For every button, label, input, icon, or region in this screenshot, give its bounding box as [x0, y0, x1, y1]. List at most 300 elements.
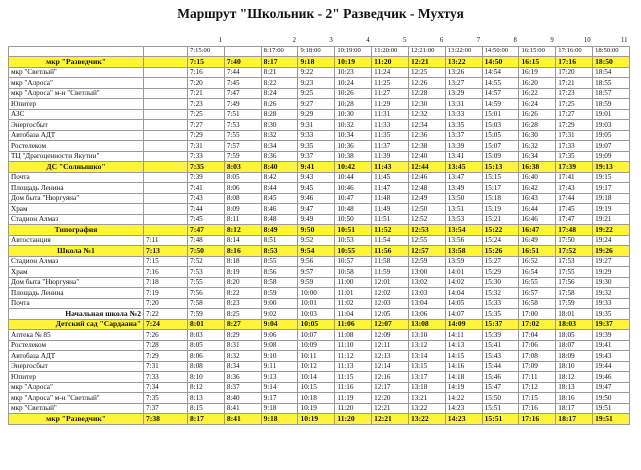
stop-time: 18:05: [556, 330, 593, 341]
stop-time: 10:55: [335, 246, 372, 257]
stop-time-empty: [144, 172, 188, 183]
stop-row: [9, 256, 630, 267]
stop-time: 11:27: [372, 88, 409, 99]
stop-row: [9, 120, 630, 131]
stop-time: 7:15: [144, 256, 188, 267]
column-number: 11: [593, 36, 630, 46]
stop-time: 11:58: [372, 256, 409, 267]
departure-time: 16:15:00: [519, 46, 556, 57]
stop-time: 14:01: [445, 267, 482, 278]
stop-time: 8:06: [224, 183, 261, 194]
stop-time: 10:46: [335, 183, 372, 194]
stop-time: 18:57: [593, 88, 630, 99]
stop-time: 19:24: [593, 235, 630, 246]
header-label-cell: [9, 46, 144, 57]
stop-time: 15:22: [482, 225, 519, 236]
stop-time: 13:45: [445, 162, 482, 173]
stop-time: 16:58: [519, 298, 556, 309]
stop-time: 10:36: [335, 141, 372, 152]
stop-time: 12:01: [372, 277, 409, 288]
stop-time-empty: [144, 193, 188, 204]
stop-time: 11:39: [372, 151, 409, 162]
stop-time: 12:34: [408, 120, 445, 131]
stop-time: 7:16: [188, 67, 225, 78]
stop-time: 7:23: [188, 99, 225, 110]
stop-time: 18:16: [556, 393, 593, 404]
stop-time: 7:28: [144, 340, 188, 351]
stop-time: 13:54: [445, 225, 482, 236]
stop-time: 16:34: [519, 151, 556, 162]
stop-time: 10:32: [335, 120, 372, 131]
stop-time: 12:07: [372, 319, 409, 330]
stop-time: 8:59: [261, 288, 298, 299]
stop-time: 10:19: [298, 414, 335, 425]
stop-time: 8:30: [261, 120, 298, 131]
stop-time: 15:29: [482, 267, 519, 278]
stop-time: 13:22: [408, 414, 445, 425]
stop-time: 7:15: [188, 57, 225, 68]
stop-time: 7:57: [224, 141, 261, 152]
stop-time: 7:55: [224, 130, 261, 141]
stop-time: 8:17: [188, 414, 225, 425]
stop-time: 11:43: [372, 162, 409, 173]
stop-time: 12:25: [408, 67, 445, 78]
stop-time: 18:01: [556, 309, 593, 320]
stop-time: 7:20: [144, 298, 188, 309]
stop-time: 15:43: [482, 351, 519, 362]
column-number: 8: [482, 36, 519, 46]
stop-time: 13:41: [445, 151, 482, 162]
stop-time: 17:41: [556, 172, 593, 183]
stop-time: 8:17: [261, 57, 298, 68]
stop-time: 17:55: [556, 267, 593, 278]
stop-time: 15:41: [482, 340, 519, 351]
stop-time: 9:59: [298, 277, 335, 288]
stop-time: 18:17: [556, 414, 593, 425]
stop-time: 8:31: [224, 340, 261, 351]
stop-time: 7:11: [144, 235, 188, 246]
stop-row: [9, 277, 630, 288]
stop-time: 9:46: [298, 193, 335, 204]
stop-time-empty: [144, 67, 188, 78]
stop-time: 14:23: [445, 403, 482, 414]
stop-time: 16:30: [519, 130, 556, 141]
stop-time: 12:17: [372, 382, 409, 393]
stop-time: 18:09: [556, 351, 593, 362]
stop-time: 19:41: [593, 340, 630, 351]
stop-time: 8:11: [224, 214, 261, 225]
stop-time: 11:02: [335, 298, 372, 309]
stop-time: 10:48: [335, 204, 372, 215]
stop-time: 8:46: [261, 204, 298, 215]
stop-time: 15:19: [482, 204, 519, 215]
stop-time: 9:27: [298, 99, 335, 110]
stop-time: 15:51: [482, 414, 519, 425]
stop-time: 17:11: [519, 372, 556, 383]
stop-time: 18:13: [556, 382, 593, 393]
stop-time: 7:19: [144, 288, 188, 299]
highlighted-stop-row: [9, 414, 630, 425]
stop-time: 17:21: [556, 78, 593, 89]
stop-time: 17:16: [519, 414, 556, 425]
stop-time: 9:04: [261, 319, 298, 330]
column-number-row: [9, 36, 630, 46]
stop-time: 7:58: [188, 298, 225, 309]
stop-time: 17:31: [556, 130, 593, 141]
stop-time: 16:55: [519, 277, 556, 288]
stop-time: 11:01: [335, 288, 372, 299]
stop-time: 17:58: [556, 288, 593, 299]
column-number: 7: [445, 36, 482, 46]
stop-time: 7:59: [188, 309, 225, 320]
stop-time: 17:44: [556, 193, 593, 204]
stop-time: 17:50: [556, 235, 593, 246]
stop-name: мкр "Алроса": [9, 382, 144, 393]
stop-time: 9:47: [298, 204, 335, 215]
stop-time: 18:17: [556, 403, 593, 414]
stop-time: 9:06: [261, 330, 298, 341]
stop-time: 14:22: [445, 393, 482, 404]
stop-time: 9:57: [298, 267, 335, 278]
stop-time: 7:50: [188, 246, 225, 257]
schedule-title: Маршрут "Школьник - 2" Разведчик - Мухтуя: [177, 6, 464, 21]
stop-time: 8:19: [224, 267, 261, 278]
departure-header-row: [9, 46, 630, 57]
stop-time: 15:44: [482, 361, 519, 372]
stop-time: 12:32: [408, 109, 445, 120]
stop-time: 7:44: [224, 67, 261, 78]
stop-time: 7:21: [188, 88, 225, 99]
column-number: 10: [556, 36, 593, 46]
stop-time: 17:29: [556, 120, 593, 131]
stop-time: 17:56: [556, 277, 593, 288]
column-number: [224, 36, 261, 46]
stop-time: 19:18: [593, 193, 630, 204]
stop-time: 7:56: [188, 288, 225, 299]
stop-time: 9:10: [261, 351, 298, 362]
stop-time: 14:09: [445, 319, 482, 330]
stop-time: 14:13: [445, 340, 482, 351]
stop-time: 10:58: [335, 267, 372, 278]
stop-time: 12:30: [408, 99, 445, 110]
stop-time: 17:16: [519, 403, 556, 414]
stop-time: 12:21: [372, 403, 409, 414]
stop-name: мкр "Светлый": [9, 403, 144, 414]
stop-row: [9, 403, 630, 414]
stop-time: 7:40: [224, 57, 261, 68]
stop-time: 11:12: [335, 351, 372, 362]
stop-row: [9, 309, 630, 320]
stop-time: 14:23: [445, 414, 482, 425]
stop-time: 15:46: [482, 372, 519, 383]
stop-time: 19:37: [593, 319, 630, 330]
column-number: 9: [519, 36, 556, 46]
stop-time: 8:44: [261, 183, 298, 194]
stop-time: 13:53: [445, 214, 482, 225]
stop-time: 17:15: [519, 393, 556, 404]
stop-row: [9, 340, 630, 351]
stop-time: 7:33: [144, 372, 188, 383]
stop-time: 7:53: [188, 267, 225, 278]
stop-time: 12:13: [372, 351, 409, 362]
stop-time: 18:55: [593, 78, 630, 89]
stop-row: [9, 351, 630, 362]
stop-name: мкр "Алроса": [9, 78, 144, 89]
stop-time: 8:48: [261, 214, 298, 225]
stop-time: 10:57: [335, 256, 372, 267]
departure-time: 12:21:00: [408, 46, 445, 57]
stop-time: 7:26: [144, 330, 188, 341]
stop-time: 16:44: [519, 204, 556, 215]
stop-time-empty: [144, 225, 188, 236]
stop-time: 7:34: [144, 382, 188, 393]
stop-time: 11:19: [335, 393, 372, 404]
stop-time: 15:37: [482, 319, 519, 330]
stop-time: 9:29: [298, 109, 335, 120]
stop-time: 8:22: [261, 78, 298, 89]
stop-time: 11:35: [372, 130, 409, 141]
stop-time: 14:16: [445, 361, 482, 372]
stop-time: 13:35: [445, 120, 482, 131]
highlighted-stop-row: [9, 319, 630, 330]
stop-time: 16:51: [519, 246, 556, 257]
stop-name: Храм: [9, 267, 144, 278]
stop-name: мкр "Алроса" м-н "Светлый": [9, 393, 144, 404]
stop-time: 13:17: [408, 372, 445, 383]
stop-time: 17:43: [556, 183, 593, 194]
stop-row: [9, 109, 630, 120]
stop-time: 10:51: [335, 225, 372, 236]
stop-time: 15:39: [482, 330, 519, 341]
stop-name: Почта: [9, 172, 144, 183]
stop-time: 10:44: [335, 172, 372, 183]
stop-name: Детский сад "Сардаана": [9, 319, 144, 330]
stop-time: 7:35: [188, 162, 225, 173]
stop-time: 8:26: [261, 99, 298, 110]
stop-time: 13:51: [445, 204, 482, 215]
stop-time: 19:22: [593, 225, 630, 236]
stop-row: [9, 330, 630, 341]
stop-time-empty: [144, 88, 188, 99]
stop-name: мкр "Светлый": [9, 67, 144, 78]
column-number: 1: [188, 36, 225, 46]
stop-time: 11:59: [372, 267, 409, 278]
stop-time: 7:39: [188, 172, 225, 183]
stop-time: 19:44: [593, 361, 630, 372]
stop-time: 16:43: [519, 193, 556, 204]
stop-time: 9:17: [261, 393, 298, 404]
stop-time: 9:18: [261, 403, 298, 414]
stop-time: 7:37: [144, 403, 188, 414]
stop-time: 17:59: [556, 298, 593, 309]
stop-time: 7:13: [144, 246, 188, 257]
stop-time: 11:52: [372, 225, 409, 236]
stop-row: [9, 267, 630, 278]
stop-time: 11:49: [372, 204, 409, 215]
departure-time: 11:20:00: [372, 46, 409, 57]
stop-time: 14:59: [482, 99, 519, 110]
stop-time: 7:53: [224, 120, 261, 131]
departure-time: 8:17:00: [261, 46, 298, 57]
stop-time: 16:22: [519, 88, 556, 99]
stop-time: 15:26: [482, 246, 519, 257]
stop-time: 11:10: [335, 340, 372, 351]
stop-time: 9:49: [298, 214, 335, 225]
stop-time: 10:12: [298, 361, 335, 372]
stop-time: 9:31: [298, 120, 335, 131]
stop-time: 17:04: [519, 330, 556, 341]
stop-time: 14:57: [482, 88, 519, 99]
stop-time: 13:04: [408, 298, 445, 309]
stop-time: 10:15: [298, 382, 335, 393]
stop-row: [9, 214, 630, 225]
stop-time: 19:26: [593, 246, 630, 257]
stop-row: [9, 393, 630, 404]
stop-time: 12:50: [408, 204, 445, 215]
stop-time: 11:20: [335, 403, 372, 414]
stop-name: Дом быта "Нюргуяна": [9, 277, 144, 288]
stop-time: 8:01: [188, 319, 225, 330]
stop-time: 12:26: [408, 78, 445, 89]
stop-time: 11:51: [372, 214, 409, 225]
stop-time: 13:33: [445, 109, 482, 120]
stop-time: 8:32: [224, 351, 261, 362]
stop-time: 16:19: [519, 67, 556, 78]
stop-time: 16:40: [519, 172, 556, 183]
stop-time: 11:06: [335, 319, 372, 330]
stop-time: 19:03: [593, 120, 630, 131]
stop-time: 7:20: [188, 78, 225, 89]
stop-time: 12:46: [408, 172, 445, 183]
stop-time: 7:16: [144, 267, 188, 278]
stop-row: [9, 235, 630, 246]
stop-time: 8:14: [224, 235, 261, 246]
stop-time: 7:47: [224, 88, 261, 99]
stop-time: 8:49: [261, 225, 298, 236]
timetable: [8, 36, 630, 425]
stop-time: 8:05: [224, 172, 261, 183]
stop-time: 8:45: [261, 193, 298, 204]
stop-time: 12:59: [408, 256, 445, 267]
stop-time: 13:39: [445, 141, 482, 152]
stop-time: 11:13: [335, 361, 372, 372]
stop-time: 14:07: [445, 309, 482, 320]
stop-time: 8:10: [188, 372, 225, 383]
stop-time: 17:39: [556, 162, 593, 173]
stop-name: Автостанция: [9, 235, 144, 246]
stop-time: 10:19: [335, 57, 372, 68]
stop-time: 10:18: [298, 393, 335, 404]
stop-time: 12:14: [372, 361, 409, 372]
stop-time: 13:02: [408, 277, 445, 288]
stop-time: 13:26: [445, 67, 482, 78]
stop-time: 17:33: [556, 141, 593, 152]
stop-time: 9:11: [261, 361, 298, 372]
stop-time: 19:13: [593, 162, 630, 173]
stop-time: 8:42: [261, 172, 298, 183]
departure-time: 14:50:00: [482, 46, 519, 57]
stop-time: 13:21: [408, 393, 445, 404]
stop-time: 19:50: [593, 393, 630, 404]
stop-time: 16:47: [519, 225, 556, 236]
stop-time: 11:16: [335, 382, 372, 393]
stop-time-empty: [144, 162, 188, 173]
stop-time: 12:53: [408, 225, 445, 236]
departure-time: 13:22:00: [445, 46, 482, 57]
stop-time: 15:32: [482, 288, 519, 299]
stop-time: 16:15: [519, 57, 556, 68]
stop-time: 7:47: [188, 225, 225, 236]
stop-time: 19:29: [593, 267, 630, 278]
stop-time: 13:37: [445, 130, 482, 141]
stop-time: 8:36: [224, 372, 261, 383]
stop-time: 15:50: [482, 393, 519, 404]
stop-time: 10:50: [335, 214, 372, 225]
stop-time: 14:19: [445, 382, 482, 393]
stop-time: 17:16: [556, 57, 593, 68]
stop-time: 8:23: [224, 298, 261, 309]
stop-time: 12:57: [408, 246, 445, 257]
stop-time: 18:54: [593, 67, 630, 78]
stop-time: 11:00: [335, 277, 372, 288]
stop-time: 14:02: [445, 277, 482, 288]
stop-time: 16:32: [519, 141, 556, 152]
stop-time: 8:22: [224, 288, 261, 299]
stop-time: 8:29: [224, 330, 261, 341]
stop-time-empty: [144, 141, 188, 152]
stop-time: 19:07: [593, 141, 630, 152]
stop-time: 7:35: [144, 393, 188, 404]
stop-name: Энергосбыт: [9, 361, 144, 372]
column-number-spacer: [144, 36, 188, 46]
stop-time: 12:38: [408, 141, 445, 152]
stop-time: 8:12: [188, 382, 225, 393]
stop-time: 12:21: [408, 57, 445, 68]
stop-time: 19:33: [593, 298, 630, 309]
stop-time: 8:24: [261, 88, 298, 99]
stop-time: 15:15: [482, 172, 519, 183]
stop-time: 13:10: [408, 330, 445, 341]
stop-time: 14:55: [482, 78, 519, 89]
stop-time: 19:51: [593, 414, 630, 425]
stop-time: 12:36: [408, 130, 445, 141]
stop-time: 18:59: [593, 99, 630, 110]
stop-time: 7:24: [144, 319, 188, 330]
stop-time: 17:09: [519, 361, 556, 372]
highlighted-stop-row: [9, 57, 630, 68]
stop-row: [9, 141, 630, 152]
stop-time: 7:45: [224, 78, 261, 89]
stop-time: 11:33: [372, 120, 409, 131]
stop-time: 10:03: [298, 309, 335, 320]
stop-time: 15:09: [482, 151, 519, 162]
stop-name: Ростелеком: [9, 340, 144, 351]
stop-time: 15:03: [482, 120, 519, 131]
stop-time: 12:55: [408, 235, 445, 246]
stop-time: 17:48: [556, 225, 593, 236]
stop-time: 16:28: [519, 120, 556, 131]
stop-time-empty: [144, 78, 188, 89]
departure-time: 17:16:00: [556, 46, 593, 57]
stop-time-empty: [144, 204, 188, 215]
stop-time: 18:03: [556, 319, 593, 330]
stop-time: 14:18: [445, 372, 482, 383]
stop-time: 11:15: [335, 372, 372, 383]
stop-time: 7:31: [188, 141, 225, 152]
stop-time: 14:04: [445, 288, 482, 299]
stop-time: 16:46: [519, 214, 556, 225]
stop-time: 19:43: [593, 351, 630, 362]
